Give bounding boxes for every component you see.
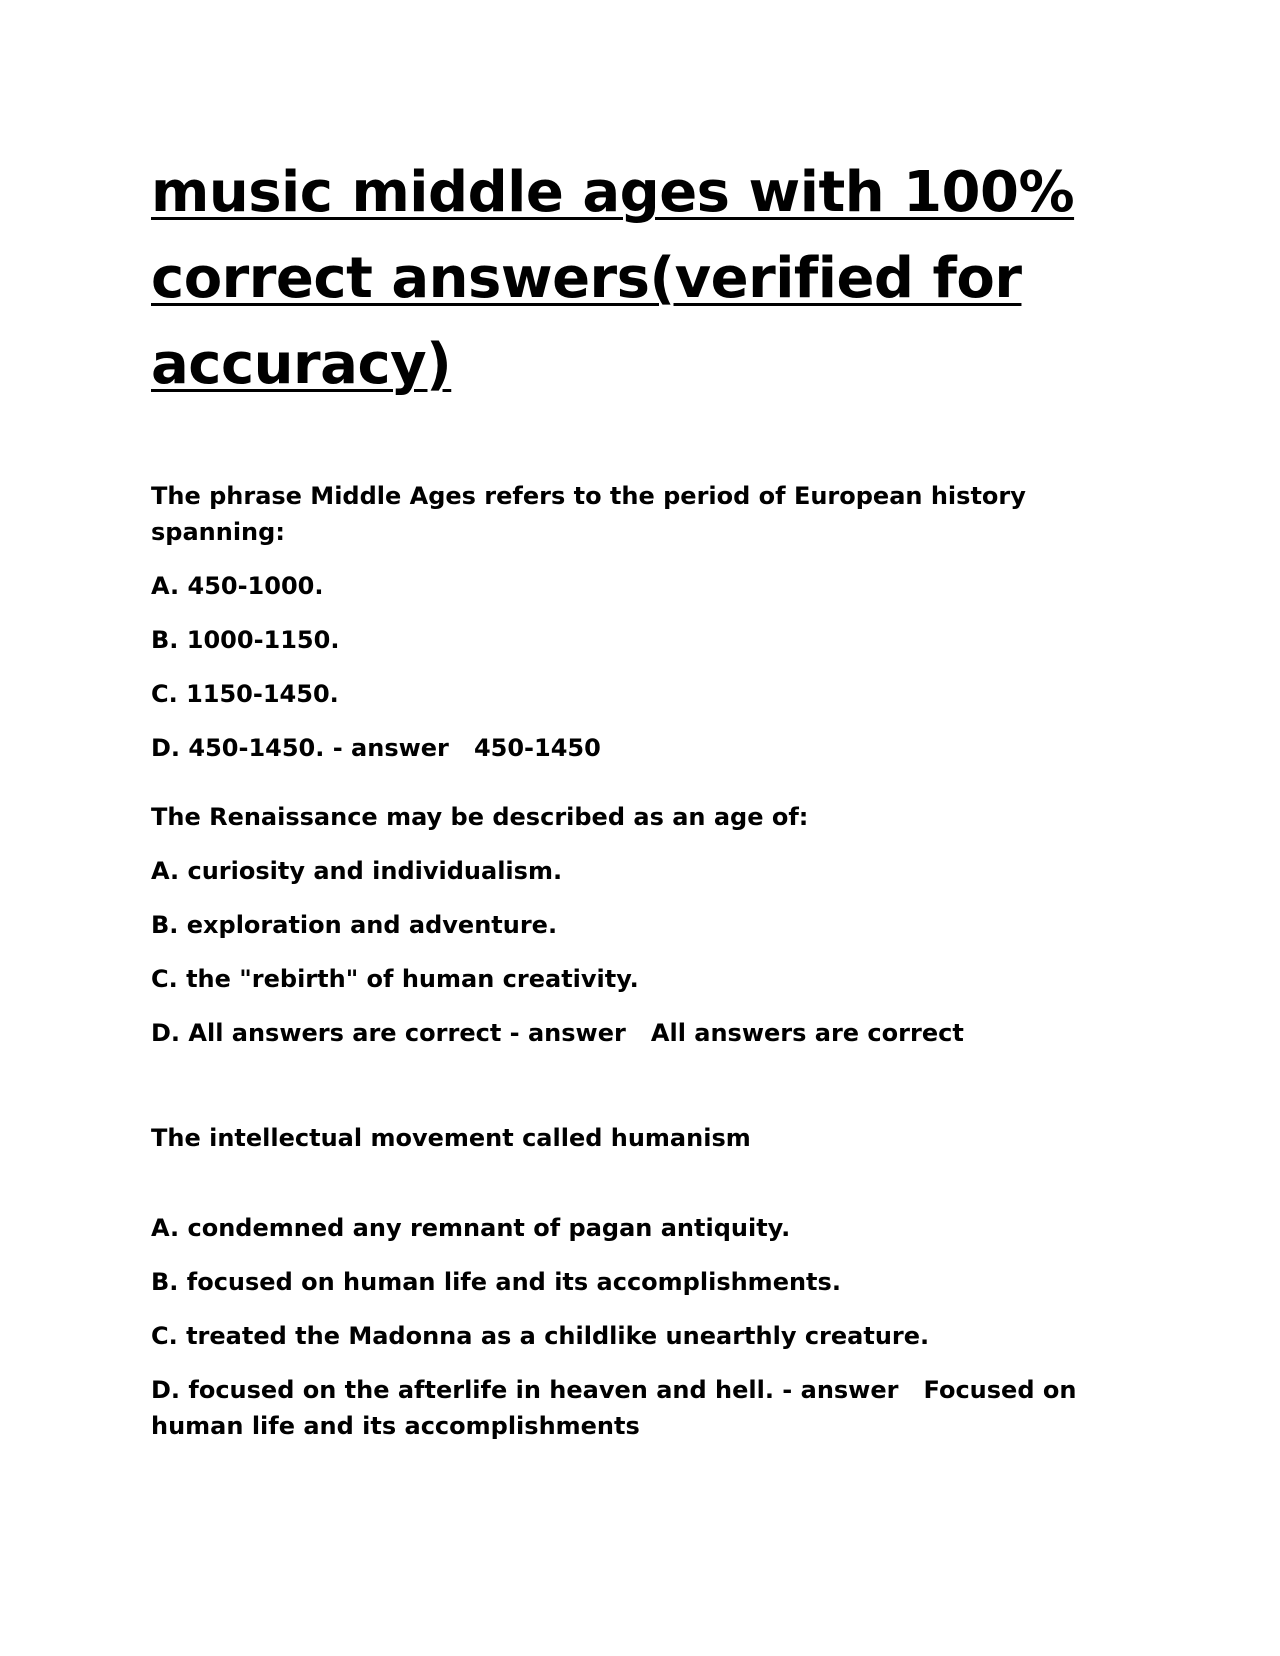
question-3 [151,1120,1131,1444]
question-2 [151,799,1131,1051]
answer-option: A. condemned any remnant of pagan antiquity. [151,1214,791,1242]
answer-option: A. curiosity and individualism. [151,857,563,885]
question-prompt: The intellectual movement called humanism [151,1124,751,1152]
answer-option: D. 450-1450. - answer 450-1450 [151,734,601,762]
question-1 [151,478,1131,766]
question-prompt: The Renaissance may be described as an age of: [151,803,809,831]
document-title: music middle ages with 100% correct answers(verified for accuracy) [151,160,1075,397]
answer-option: D. focused on the afterlife in heaven and hell. - answer Focused on human life and its accomplishments [151,1376,1085,1440]
question-prompt: The phrase Middle Ages refers to the period of European history spanning: [151,482,1035,546]
answer-option: B. 1000-1150. [151,626,340,654]
answer-option: C. 1150-1450. [151,680,339,708]
answer-option: A. 450-1000. [151,572,324,600]
answer-option: B. exploration and adventure. [151,911,558,939]
answer-option: C. the "rebirth" of human creativity. [151,965,639,993]
answer-option: C. treated the Madonna as a childlike unearthly creature. [151,1322,930,1350]
answer-option: B. focused on human life and its accomplishments. [151,1268,841,1296]
answer-option: D. All answers are correct - answer All answers are correct [151,1019,964,1047]
